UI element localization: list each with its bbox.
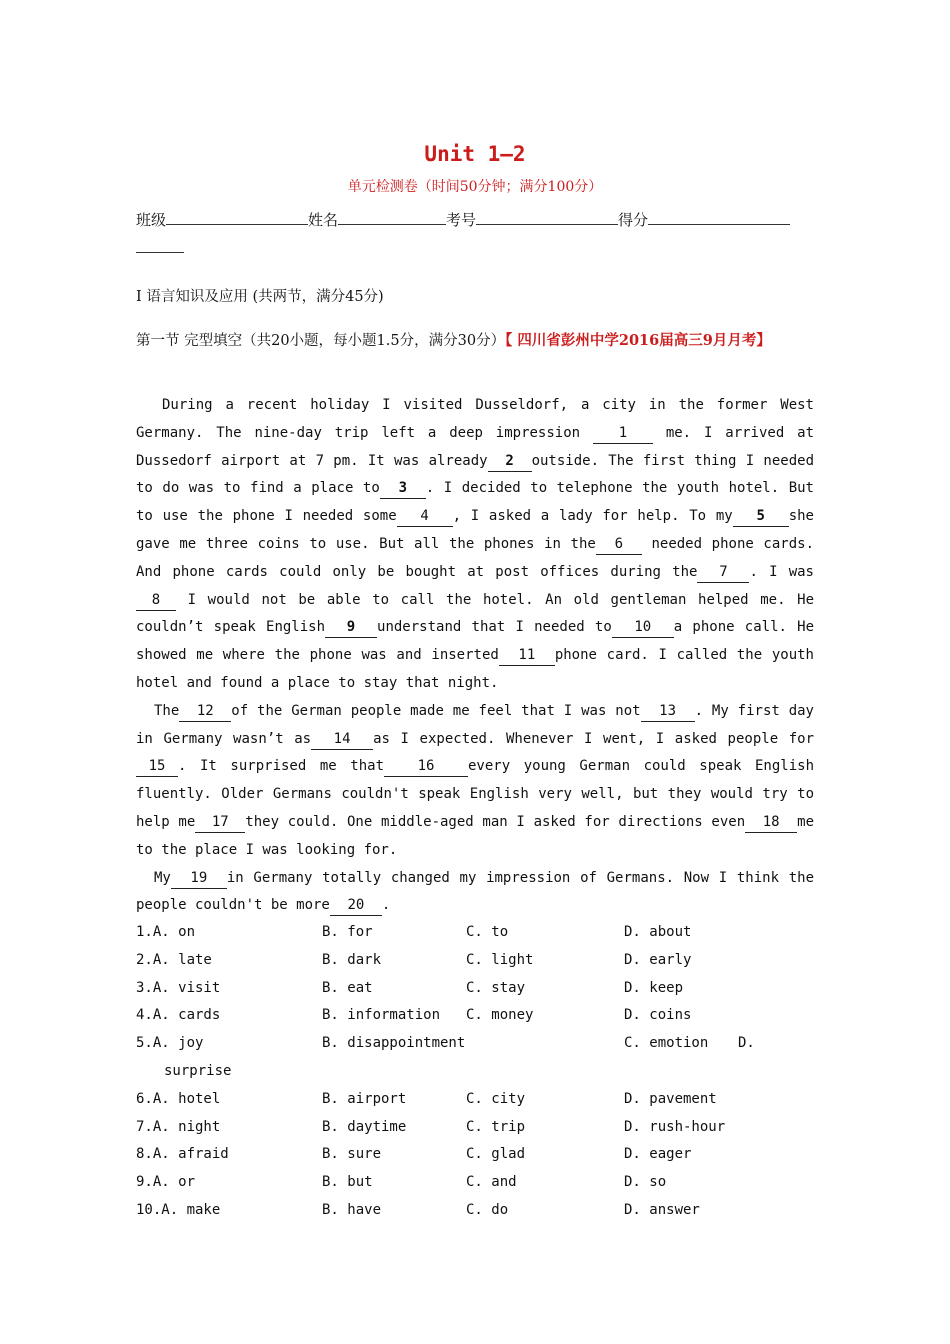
option-9a[interactable]: 9.A. or [136, 1174, 196, 1191]
blank-8[interactable]: 8 [136, 590, 176, 611]
blank-19[interactable]: 19 [171, 868, 227, 889]
option-row-5 [136, 1031, 814, 1059]
option-row-10 [136, 1198, 814, 1226]
options-list [136, 920, 814, 1226]
option-8b[interactable]: B. sure [322, 1146, 382, 1163]
blank-20[interactable]: 20 [330, 895, 382, 916]
option-row-9 [136, 1170, 814, 1198]
blank-6[interactable]: 6 [596, 534, 642, 555]
blank-3[interactable]: 3 [380, 478, 426, 499]
subsection-heading [136, 320, 826, 362]
paragraph-3: My 19 in Germany totally changed my impression of Germans. Now I think the people couldn't be more 20 . [136, 865, 814, 921]
blank-15[interactable]: 15 [136, 756, 178, 777]
page-subtitle: 单元检测卷（时间50分钟；满分100分） [347, 179, 603, 195]
option-3c[interactable]: C. stay [466, 979, 526, 996]
blank-2[interactable]: 2 [488, 451, 532, 472]
option-row-7 [136, 1115, 814, 1143]
section-heading: I 语言知识及应用 (共两节，满分45分) [136, 289, 384, 305]
subsection-text: 第一节 完型填空（共20小题，每小题1.5分，满分30分） [136, 333, 506, 349]
name-field[interactable] [338, 208, 446, 225]
paragraph-1: During a recent holiday I visited Dusseldorf, a city in the former West Germany. The nine-day trip left a deep impression 1 me. I arrived at Dussedorf airport at 7 pm. It was already 2 outside. The first thing I needed to do was to find a place to 3 . I decided to telephone the youth hotel. But to use the phone I needed some 4 , I asked a lady for help. To my 5 she gave me three coins to use. But all the phones in the 6 needed phone cards. And phone cards could only be bought at post offices during the 7 . I was8 I would not be able to call the hotel. An old gentleman helped me. He couldn’t speak English 9 understand that I needed to 10 a phone call. He showed me where the phone was and inserted 11 phone card. I called the youth hotel and found a place to stay that night. [136, 397, 815, 691]
name-label: 姓名 [308, 211, 339, 229]
option-3d[interactable]: D. keep [624, 979, 684, 996]
blank-4[interactable]: 4 [397, 506, 453, 527]
option-1c[interactable]: C. to [466, 924, 509, 940]
blank-13[interactable]: 13 [641, 701, 695, 722]
option-1a[interactable]: 1.A. on [136, 924, 196, 940]
class-field[interactable] [166, 208, 308, 225]
blank-9[interactable]: 9 [325, 617, 377, 638]
option-4a[interactable]: 4.A. cards [136, 1007, 221, 1024]
option-7a[interactable]: 7.A. night [136, 1118, 221, 1135]
option-7c[interactable]: C. trip [466, 1118, 526, 1135]
page-title: Unit 1—2 [424, 142, 526, 166]
student-info-row [136, 208, 814, 231]
option-2b[interactable]: B. dark [322, 951, 382, 968]
score-field[interactable] [648, 208, 790, 225]
option-2c[interactable]: C. light [466, 951, 534, 968]
option-4d[interactable]: D. coins [624, 1007, 692, 1024]
option-9c[interactable]: C. and [466, 1174, 517, 1191]
exam-number-label: 考号 [446, 211, 477, 229]
option-2a[interactable]: 2.A. late [136, 951, 212, 968]
blank-11[interactable]: 11 [499, 645, 555, 666]
option-8a[interactable]: 8.A. afraid [136, 1146, 229, 1163]
option-row-3 [136, 976, 814, 1004]
option-6a[interactable]: 6.A. hotel [136, 1090, 221, 1107]
option-row-6 [136, 1087, 814, 1115]
option-row-2 [136, 948, 814, 976]
option-row-4 [136, 1003, 814, 1031]
score-label: 得分 [618, 211, 649, 229]
option-2d[interactable]: D. early [624, 951, 692, 968]
option-row-1 [136, 920, 814, 948]
option-10b[interactable]: B. have [322, 1201, 382, 1218]
option-7b[interactable]: B. daytime [322, 1118, 407, 1135]
option-row-5-wrap [136, 1059, 814, 1087]
option-4c[interactable]: C. money [466, 1007, 534, 1024]
option-9b[interactable]: B. but [322, 1174, 373, 1191]
option-10d[interactable]: D. answer [624, 1201, 700, 1218]
score-field-continuation[interactable] [136, 252, 184, 253]
option-7d[interactable]: D. rush-hour [624, 1118, 726, 1135]
option-10a[interactable]: 10.A. make [136, 1201, 221, 1218]
option-5d-label[interactable]: D. [738, 1035, 755, 1052]
blank-10[interactable]: 10 [612, 617, 674, 638]
source-note: 【 四川省彭州中学2016届高三9月月考】 [505, 332, 771, 349]
blank-5[interactable]: 5 [733, 506, 789, 527]
option-6c[interactable]: C. city [466, 1090, 526, 1107]
option-8d[interactable]: D. eager [624, 1146, 692, 1163]
option-row-8 [136, 1142, 814, 1170]
blank-7[interactable]: 7 [697, 562, 749, 583]
blank-1[interactable]: 1 [593, 423, 653, 444]
blank-14[interactable]: 14 [311, 729, 373, 750]
option-3b[interactable]: B. eat [322, 979, 373, 996]
cloze-passage [136, 392, 814, 920]
blank-17[interactable]: 17 [195, 812, 245, 833]
class-label: 班级 [136, 211, 167, 229]
option-9d[interactable]: D. so [624, 1174, 667, 1191]
blank-12[interactable]: 12 [179, 701, 231, 722]
option-1d[interactable]: D. about [624, 924, 692, 940]
option-5a[interactable]: 5.A. joy [136, 1035, 204, 1052]
option-4b[interactable]: B. information [322, 1007, 441, 1024]
option-5c[interactable]: C. emotion [624, 1035, 709, 1052]
paragraph-2: The 12 of the German people made me feel that I was not 13 . My first day in Germany wasn’t as 14 as I expected. Whenever I went, I asked people for 15 . It surprised me that 16 every young German could speak English fluently. Older Germans couldn't speak English very well, but they would try to help me 17 they could. One middle-aged man I asked for directions even 18 me to the place I was looking for. [136, 702, 815, 858]
blank-18[interactable]: 18 [745, 812, 797, 833]
option-8c[interactable]: C. glad [466, 1146, 526, 1163]
option-10c[interactable]: C. do [466, 1201, 509, 1218]
option-1b[interactable]: B. for [322, 924, 373, 940]
blank-16[interactable]: 16 [384, 756, 468, 777]
exam-number-field[interactable] [476, 208, 618, 225]
option-5d[interactable]: surprise [164, 1062, 232, 1079]
option-6b[interactable]: B. airport [322, 1090, 407, 1107]
option-3a[interactable]: 3.A. visit [136, 979, 221, 996]
option-5b[interactable]: B. disappointment [322, 1035, 466, 1052]
option-6d[interactable]: D. pavement [624, 1090, 717, 1107]
